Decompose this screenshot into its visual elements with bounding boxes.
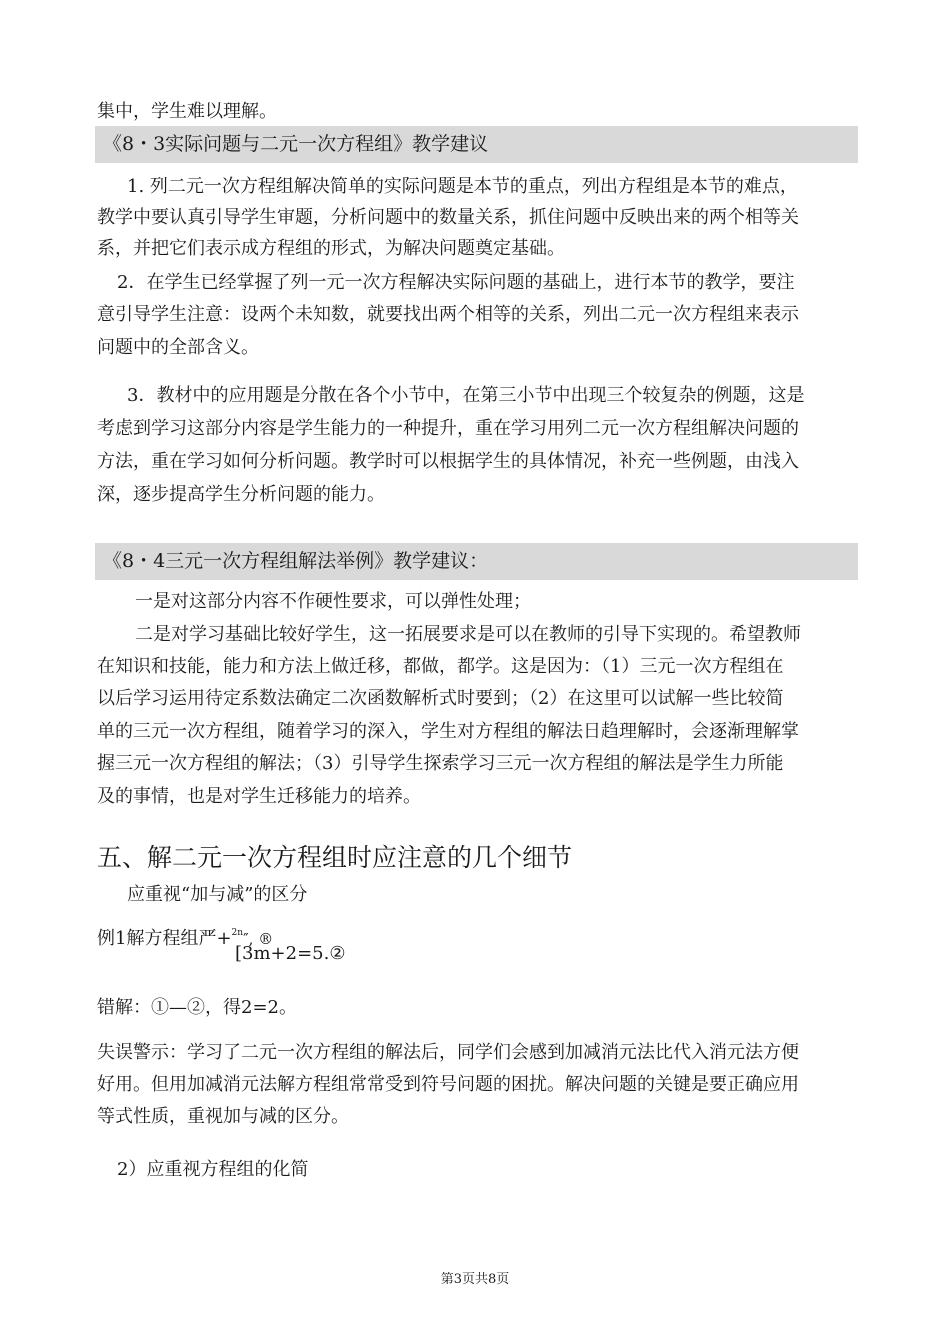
section-84-p2-line4: 单的三元一次方程组，随着学习的深入，学生对方程组的解法日趋理解时，会逐渐理解掌: [97, 721, 799, 742]
section-5-sub2: 2）应重视方程组的化简: [117, 1159, 309, 1180]
example-1-eq2: [3m+2=5.②: [235, 943, 346, 964]
section-83-title-band: [95, 126, 858, 163]
section-83-p2-line2: 意引导学生注意：设两个未知数，就要找出两个相等的关系，列出二元一次方程组来表示: [97, 304, 799, 325]
section-84-p2-line6: 及的事情，也是对学生迁移能力的培养。: [97, 786, 421, 807]
example-1-prefix: 例1解方程组严+: [97, 928, 232, 949]
example-1-suffix: ″, ®: [243, 930, 274, 948]
page-footer: 第3页共8页: [440, 1272, 510, 1287]
section-83-p1-line2: 教学中要认真引导学生审题，分析问题中的数量关系，抓住问题中反映出来的两个相等关: [97, 207, 799, 228]
section-83-p1-line3: 系，并把它们表示成方程组的形式，为解决问题奠定基础。: [97, 238, 565, 259]
section-84-p2-line5: 握三元一次方程组的解法；（3）引导学生探索学习三元一次方程组的解法是学生力所能: [97, 753, 784, 774]
section-84-title-band: [95, 543, 858, 580]
warning-line2: 好用。但用加减消元法解方程组常常受到符号问题的困扰。解决问题的关键是要正确应用: [97, 1074, 799, 1095]
section-83-title: 《8・3实际问题与二元一次方程组》教学建议: [103, 133, 489, 155]
section-84-p2-line3: 以后学习运用待定系数法确定二次函数解析式时要到；（2）在这里可以试解一些比较简: [97, 688, 784, 709]
example-1-sup: 2n: [231, 928, 244, 938]
section-84-title: 《8・4三元一次方程组解法举例》教学建议：: [103, 550, 489, 572]
section-83-p3-line3: 方法，重在学习如何分析问题。教学时可以根据学生的具体情况，补充一些例题，由浅入: [97, 451, 799, 472]
wrong-solution: 错解：①—②，得2=2。: [97, 997, 297, 1018]
section-84-p2-line1: 二是对学习基础比较好学生，这一拓展要求是可以在教师的引导下实现的。希望教师: [135, 624, 801, 645]
section-83-p2-line1: 2．在学生已经掌握了列一元一次方程解决实际问题的基础上，进行本节的教学，要注: [117, 272, 795, 293]
section-5-heading: 五、解二元一次方程组时应注意的几个细节: [97, 843, 573, 872]
warning-line1: 失误警示：学习了二元一次方程组的解法后，同学们会感到加减消元法比代入消元法方便: [97, 1042, 799, 1063]
section-83-p2-line3: 问题中的全部含义。: [97, 337, 259, 358]
section-84-p2-line2: 在知识和技能，能力和方法上做迁移，都做，都学。这是因为：（1）三元一次方程组在: [97, 656, 784, 677]
top-line: 集中，学生难以理解。: [97, 101, 277, 122]
section-83-p3-line2: 考虑到学习这部分内容是学生能力的一种提升，重在学习用列二元一次方程组解决问题的: [97, 418, 799, 439]
section-84-p1: 一是对这部分内容不作硬性要求，可以弹性处理；: [135, 591, 531, 612]
section-5-sub1: 应重视“加与减”的区分: [127, 884, 308, 905]
warning-line3: 等式性质，重视加与减的区分。: [97, 1106, 349, 1127]
section-83-p3-line4: 深，逐步提高学生分析问题的能力。: [97, 484, 385, 505]
section-83-p3-line1: 3．教材中的应用题是分散在各个小节中，在第三小节中出现三个较复杂的例题，这是: [127, 385, 805, 406]
section-83-p1-line1: 1. 列二元一次方程组解决简单的实际问题是本节的重点，列出方程组是本节的难点，: [127, 176, 798, 197]
